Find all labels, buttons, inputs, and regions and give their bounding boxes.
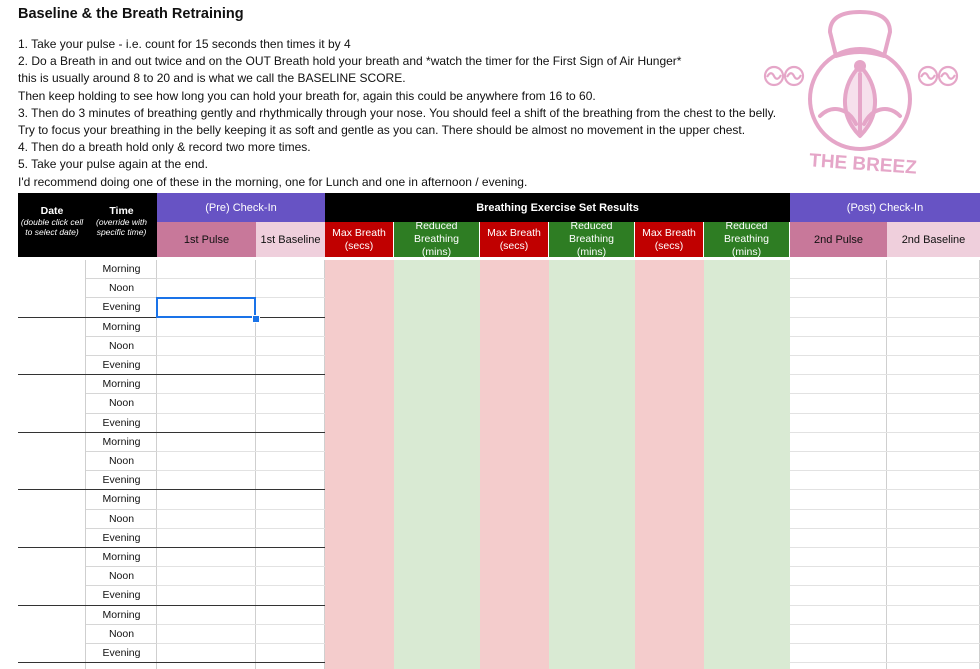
time-cell[interactable]: Noon xyxy=(86,394,157,413)
entry-cell[interactable] xyxy=(635,394,704,413)
entry-cell[interactable] xyxy=(635,606,704,625)
time-cell[interactable]: Evening xyxy=(86,644,157,663)
instruction-line: 2. Do a Breath in and out twice and on the OUT Breath hold your breath and *watch the timer for the First Sign of Air Hunger* xyxy=(18,54,682,69)
second-baseline-header: 2nd Baseline xyxy=(887,222,980,257)
entry-cell[interactable] xyxy=(549,414,635,433)
date-header-label: Date xyxy=(40,205,64,217)
column-header-text: (secs) xyxy=(344,239,374,252)
entry-cell[interactable] xyxy=(157,394,256,413)
date-cell[interactable] xyxy=(18,260,86,318)
entry-cell[interactable] xyxy=(157,510,256,529)
entry-cell[interactable] xyxy=(704,644,790,663)
entry-cell[interactable] xyxy=(549,510,635,529)
date-header xyxy=(18,193,86,257)
entry-cell[interactable] xyxy=(394,586,480,605)
entry-cell[interactable] xyxy=(325,375,394,394)
breez-logo xyxy=(760,4,966,184)
entry-cell[interactable] xyxy=(549,394,635,413)
entry-cell[interactable] xyxy=(549,356,635,375)
entry-cell[interactable] xyxy=(887,260,980,279)
entry-cell[interactable] xyxy=(549,644,635,663)
entry-cell[interactable] xyxy=(480,586,549,605)
entry-cell[interactable] xyxy=(790,586,887,605)
entry-cell[interactable] xyxy=(704,510,790,529)
entry-cell[interactable] xyxy=(256,510,325,529)
entry-cell[interactable] xyxy=(394,356,480,375)
post-checkin-header: (Post) Check-In xyxy=(790,193,980,222)
entry-cell[interactable] xyxy=(480,510,549,529)
entry-cell[interactable] xyxy=(157,606,256,625)
column-header-text: Reduced Breathing xyxy=(724,222,769,245)
entry-cell[interactable] xyxy=(549,318,635,337)
entry-cell[interactable] xyxy=(635,452,704,471)
time-header-hint: specific time) xyxy=(96,227,147,237)
entry-cell[interactable] xyxy=(704,375,790,394)
entry-cell[interactable] xyxy=(887,375,980,394)
entry-cell[interactable] xyxy=(157,337,256,356)
entry-cell[interactable] xyxy=(325,567,394,586)
entry-cell[interactable] xyxy=(635,414,704,433)
column-header-text: (secs) xyxy=(654,239,684,252)
entry-cell[interactable] xyxy=(394,625,480,644)
date-cell[interactable] xyxy=(18,375,86,433)
time-cell[interactable]: Noon xyxy=(86,625,157,644)
entry-cell[interactable] xyxy=(635,471,704,490)
entry-cell[interactable] xyxy=(394,414,480,433)
entry-cell[interactable] xyxy=(256,586,325,605)
entry-cell[interactable] xyxy=(394,433,480,452)
entry-cell[interactable] xyxy=(480,375,549,394)
entry-cell[interactable] xyxy=(790,356,887,375)
instructions-block xyxy=(18,36,808,191)
entry-cell[interactable] xyxy=(480,452,549,471)
entry-cell[interactable] xyxy=(887,394,980,413)
time-header-hint: (override with xyxy=(95,217,148,227)
column-header-text: Reduced Breathing xyxy=(414,222,459,245)
entry-cell[interactable] xyxy=(549,606,635,625)
entry-cell[interactable] xyxy=(790,490,887,509)
time-cell[interactable]: Evening xyxy=(86,298,157,317)
entry-cell[interactable] xyxy=(325,337,394,356)
time-header xyxy=(86,193,157,257)
entry-cell[interactable] xyxy=(256,644,325,663)
entry-cell[interactable] xyxy=(704,567,790,586)
entry-cell[interactable] xyxy=(549,298,635,317)
entry-cell[interactable] xyxy=(887,567,980,586)
entry-cell[interactable] xyxy=(394,471,480,490)
column-header-text: (mins) xyxy=(576,246,607,257)
entry-cell[interactable] xyxy=(325,260,394,279)
date-cell[interactable] xyxy=(18,433,86,491)
entry-cell[interactable] xyxy=(394,567,480,586)
entry-cell[interactable] xyxy=(790,567,887,586)
entry-cell[interactable] xyxy=(635,529,704,548)
time-cell[interactable]: Morning xyxy=(86,433,157,452)
entry-cell[interactable] xyxy=(325,490,394,509)
time-cell[interactable]: Morning xyxy=(86,375,157,394)
entry-cell[interactable] xyxy=(256,625,325,644)
instruction-line: 1. Take your pulse - i.e. count for 15 seconds then times it by 4 xyxy=(18,37,351,51)
entry-cell[interactable] xyxy=(887,548,980,567)
entry-cell[interactable] xyxy=(549,548,635,567)
instruction-line: Then keep holding to see how long you can hold your breath for, again this could be anywhere from 16 to 60. xyxy=(18,88,596,103)
entry-cell[interactable] xyxy=(157,433,256,452)
entry-cell[interactable] xyxy=(887,337,980,356)
entry-cell[interactable] xyxy=(325,529,394,548)
entry-cell[interactable] xyxy=(635,298,704,317)
entry-cell[interactable] xyxy=(157,490,256,509)
entry-cell[interactable] xyxy=(790,452,887,471)
column-header-text: Max Breath xyxy=(332,226,386,239)
entry-cell[interactable] xyxy=(704,298,790,317)
entry-cell[interactable] xyxy=(549,337,635,356)
entry-cell[interactable] xyxy=(704,260,790,279)
entry-cell[interactable] xyxy=(549,433,635,452)
entry-cell[interactable] xyxy=(157,375,256,394)
entry-cell[interactable] xyxy=(480,318,549,337)
entry-cell[interactable] xyxy=(480,394,549,413)
entry-cell[interactable] xyxy=(157,452,256,471)
instruction-line: 4. Then do a breath hold only & record two more times. xyxy=(18,140,311,155)
reduced-breathing-header xyxy=(704,222,790,257)
entry-cell[interactable] xyxy=(325,433,394,452)
entry-cell[interactable] xyxy=(549,567,635,586)
pre-checkin-header: (Pre) Check-In xyxy=(157,193,325,222)
entry-cell[interactable] xyxy=(157,548,256,567)
entry-cell[interactable] xyxy=(887,452,980,471)
entry-cell[interactable] xyxy=(256,433,325,452)
entry-cell[interactable] xyxy=(325,471,394,490)
entry-cell[interactable] xyxy=(704,318,790,337)
entry-cell[interactable] xyxy=(704,394,790,413)
entry-cell[interactable] xyxy=(480,567,549,586)
entry-cell[interactable] xyxy=(635,337,704,356)
first-baseline-header: 1st Baseline xyxy=(256,222,325,257)
entry-cell[interactable] xyxy=(704,356,790,375)
entry-cell[interactable] xyxy=(790,394,887,413)
max-breath-header xyxy=(325,222,394,257)
entry-cell[interactable] xyxy=(704,529,790,548)
entry-cell[interactable] xyxy=(394,644,480,663)
entry-cell[interactable] xyxy=(480,414,549,433)
column-header-text: Max Breath xyxy=(642,226,696,239)
entry-cell[interactable] xyxy=(256,490,325,509)
entry-cell[interactable] xyxy=(704,625,790,644)
entry-cell[interactable] xyxy=(887,510,980,529)
time-cell[interactable]: Evening xyxy=(86,414,157,433)
time-cell[interactable]: Evening xyxy=(86,356,157,375)
entry-cell[interactable] xyxy=(635,318,704,337)
time-cell[interactable]: Morning xyxy=(86,318,157,337)
entry-cell[interactable] xyxy=(325,452,394,471)
entry-cell[interactable] xyxy=(635,279,704,298)
entry-cell[interactable] xyxy=(887,414,980,433)
entry-cell[interactable] xyxy=(704,490,790,509)
entry-cell[interactable] xyxy=(394,375,480,394)
time-cell[interactable]: Noon xyxy=(86,510,157,529)
entry-cell[interactable] xyxy=(480,260,549,279)
column-header-text: (secs) xyxy=(499,239,529,252)
entry-cell[interactable] xyxy=(635,644,704,663)
entry-cell[interactable] xyxy=(480,529,549,548)
time-cell[interactable]: Morning xyxy=(86,606,157,625)
entry-cell[interactable] xyxy=(157,529,256,548)
entry-cell[interactable] xyxy=(790,548,887,567)
entry-cell[interactable] xyxy=(394,452,480,471)
entry-cell[interactable] xyxy=(635,586,704,605)
entry-cell[interactable] xyxy=(256,260,325,279)
max-breath-header xyxy=(635,222,704,257)
entry-cell[interactable] xyxy=(704,337,790,356)
date-header-hint: (double click cell xyxy=(20,217,84,227)
entry-cell[interactable] xyxy=(887,471,980,490)
entry-cell[interactable] xyxy=(480,356,549,375)
entry-cell[interactable] xyxy=(256,318,325,337)
entry-cell[interactable] xyxy=(704,606,790,625)
entry-cell[interactable] xyxy=(549,375,635,394)
entry-cell[interactable] xyxy=(549,490,635,509)
entry-cell[interactable] xyxy=(157,260,256,279)
entry-cell[interactable] xyxy=(157,279,256,298)
entry-cell[interactable] xyxy=(256,298,325,317)
time-cell[interactable]: Morning xyxy=(86,548,157,567)
exercise-results-header: Breathing Exercise Set Results xyxy=(325,193,790,222)
entry-cell[interactable] xyxy=(325,606,394,625)
time-cell[interactable]: Evening xyxy=(86,586,157,605)
entry-cell[interactable] xyxy=(704,452,790,471)
entry-cell[interactable] xyxy=(887,625,980,644)
entry-cell[interactable] xyxy=(790,471,887,490)
entry-cell[interactable] xyxy=(635,567,704,586)
entry-cell[interactable] xyxy=(157,318,256,337)
column-header-text: (mins) xyxy=(731,246,762,257)
entry-cell[interactable] xyxy=(394,548,480,567)
date-cell[interactable] xyxy=(18,548,86,606)
entry-cell[interactable] xyxy=(790,337,887,356)
entry-cell[interactable] xyxy=(887,586,980,605)
entry-cell[interactable] xyxy=(704,433,790,452)
entry-cell[interactable] xyxy=(256,394,325,413)
entry-cell[interactable] xyxy=(256,414,325,433)
entry-cell[interactable] xyxy=(157,414,256,433)
entry-cell[interactable] xyxy=(256,356,325,375)
time-cell[interactable]: Noon xyxy=(86,452,157,471)
entry-cell[interactable] xyxy=(790,510,887,529)
entry-cell[interactable] xyxy=(256,529,325,548)
entry-cell[interactable] xyxy=(635,375,704,394)
entry-cell[interactable] xyxy=(704,548,790,567)
entry-cell[interactable] xyxy=(256,471,325,490)
entry-cell[interactable] xyxy=(790,414,887,433)
entry-cell[interactable] xyxy=(887,490,980,509)
time-cell[interactable]: Evening xyxy=(86,529,157,548)
entry-cell[interactable] xyxy=(480,433,549,452)
reduced-breathing-header xyxy=(549,222,635,257)
entry-cell[interactable] xyxy=(887,606,980,625)
fill-handle[interactable] xyxy=(252,315,260,323)
instruction-line: I'd recommend doing one of these in the morning, one for Lunch and one in afternoon / evening. xyxy=(18,174,528,189)
instruction-line: 5. Take your pulse again at the end. xyxy=(18,157,208,172)
entry-cell[interactable] xyxy=(790,260,887,279)
entry-cell[interactable] xyxy=(635,433,704,452)
time-cell[interactable]: Noon xyxy=(86,567,157,586)
selected-cell-outline[interactable] xyxy=(156,297,256,317)
entry-cell[interactable] xyxy=(325,548,394,567)
entry-cell[interactable] xyxy=(256,452,325,471)
time-cell[interactable]: Evening xyxy=(86,471,157,490)
entry-cell[interactable] xyxy=(325,394,394,413)
entry-cell[interactable] xyxy=(635,356,704,375)
entry-cell[interactable] xyxy=(480,337,549,356)
entry-cell[interactable] xyxy=(256,337,325,356)
entry-cell[interactable] xyxy=(887,529,980,548)
entry-cell[interactable] xyxy=(256,375,325,394)
entry-cell[interactable] xyxy=(790,298,887,317)
row-separator xyxy=(790,662,980,663)
entry-cell[interactable] xyxy=(704,471,790,490)
entry-cell[interactable] xyxy=(887,433,980,452)
entry-cell[interactable] xyxy=(704,414,790,433)
entry-cell[interactable] xyxy=(394,490,480,509)
max-breath-header xyxy=(480,222,549,257)
date-cell[interactable] xyxy=(18,490,86,548)
entry-cell[interactable] xyxy=(325,586,394,605)
second-pulse-header: 2nd Pulse xyxy=(790,222,887,257)
column-header-text: Max Breath xyxy=(487,226,541,239)
entry-cell[interactable] xyxy=(549,260,635,279)
entry-cell[interactable] xyxy=(790,433,887,452)
entry-cell[interactable] xyxy=(549,471,635,490)
entry-cell[interactable] xyxy=(325,279,394,298)
reduced-breathing-header xyxy=(394,222,480,257)
entry-cell[interactable] xyxy=(549,529,635,548)
entry-cell[interactable] xyxy=(256,567,325,586)
entry-cell[interactable] xyxy=(157,644,256,663)
entry-cell[interactable] xyxy=(256,548,325,567)
entry-cell[interactable] xyxy=(480,625,549,644)
time-cell[interactable]: Noon xyxy=(86,337,157,356)
entry-cell[interactable] xyxy=(157,471,256,490)
column-header-text: Reduced Breathing xyxy=(569,222,614,245)
entry-cell[interactable] xyxy=(887,279,980,298)
entry-cell[interactable] xyxy=(549,586,635,605)
time-cell[interactable]: Morning xyxy=(86,490,157,509)
entry-cell[interactable] xyxy=(480,644,549,663)
entry-cell[interactable] xyxy=(480,490,549,509)
entry-cell[interactable] xyxy=(394,260,480,279)
logo-text: THE BREEZ xyxy=(808,150,918,179)
instruction-line: 3. Then do 3 minutes of breathing gently and rhythmically through your nose. You should feel a shift of the breathing from the chest to the belly. xyxy=(18,105,777,120)
entry-cell[interactable] xyxy=(635,260,704,279)
page-title: Baseline & the Breath Retraining xyxy=(18,6,244,22)
entry-cell[interactable] xyxy=(394,510,480,529)
entry-cell[interactable] xyxy=(394,529,480,548)
entry-cell[interactable] xyxy=(704,586,790,605)
entry-cell[interactable] xyxy=(394,337,480,356)
entry-cell[interactable] xyxy=(157,625,256,644)
date-cell[interactable] xyxy=(18,606,86,664)
time-cell[interactable]: Morning xyxy=(86,260,157,279)
entry-cell[interactable] xyxy=(394,298,480,317)
entry-cell[interactable] xyxy=(157,356,256,375)
entry-cell[interactable] xyxy=(549,452,635,471)
entry-cell[interactable] xyxy=(256,606,325,625)
entry-cell[interactable] xyxy=(325,414,394,433)
entry-cell[interactable] xyxy=(790,644,887,663)
instruction-line: this is usually around 8 to 20 and is what we call the BASELINE SCORE. xyxy=(18,71,406,86)
entry-cell[interactable] xyxy=(635,490,704,509)
entry-cell[interactable] xyxy=(480,279,549,298)
entry-cell[interactable] xyxy=(635,510,704,529)
entry-cell[interactable] xyxy=(480,548,549,567)
entry-cell[interactable] xyxy=(394,394,480,413)
entry-cell[interactable] xyxy=(704,279,790,298)
entry-cell[interactable] xyxy=(790,529,887,548)
entry-cell[interactable] xyxy=(157,567,256,586)
entry-cell[interactable] xyxy=(480,471,549,490)
entry-cell[interactable] xyxy=(790,625,887,644)
entry-cell[interactable] xyxy=(480,298,549,317)
instruction-line: Try to focus your breathing in the belly keeping it as soft and gentle as you can. There should be almost no movement in the upper chest. xyxy=(18,123,746,138)
entry-cell[interactable] xyxy=(325,318,394,337)
entry-cell[interactable] xyxy=(394,279,480,298)
breath-log-table xyxy=(18,193,980,669)
entry-cell[interactable] xyxy=(325,298,394,317)
entry-cell[interactable] xyxy=(887,356,980,375)
entry-cell[interactable] xyxy=(480,606,549,625)
time-header-label: Time xyxy=(109,205,134,217)
column-header-text: (mins) xyxy=(421,246,452,257)
entry-cell[interactable] xyxy=(256,279,325,298)
time-cell[interactable]: Noon xyxy=(86,279,157,298)
entry-cell[interactable] xyxy=(887,318,980,337)
entry-cell[interactable] xyxy=(887,644,980,663)
entry-cell[interactable] xyxy=(790,318,887,337)
entry-cell[interactable] xyxy=(325,644,394,663)
entry-cell[interactable] xyxy=(790,375,887,394)
date-cell[interactable] xyxy=(18,318,86,376)
entry-cell[interactable] xyxy=(549,279,635,298)
entry-cell[interactable] xyxy=(394,318,480,337)
entry-cell[interactable] xyxy=(325,510,394,529)
entry-cell[interactable] xyxy=(635,548,704,567)
entry-cell[interactable] xyxy=(549,625,635,644)
entry-cell[interactable] xyxy=(790,279,887,298)
entry-cell[interactable] xyxy=(325,356,394,375)
entry-cell[interactable] xyxy=(790,606,887,625)
entry-cell[interactable] xyxy=(394,606,480,625)
date-header-hint: to select date) xyxy=(25,227,79,237)
first-pulse-header: 1st Pulse xyxy=(157,222,256,257)
entry-cell[interactable] xyxy=(157,586,256,605)
day-separator xyxy=(18,662,325,663)
entry-cell[interactable] xyxy=(635,625,704,644)
entry-cell[interactable] xyxy=(887,298,980,317)
entry-cell[interactable] xyxy=(325,625,394,644)
